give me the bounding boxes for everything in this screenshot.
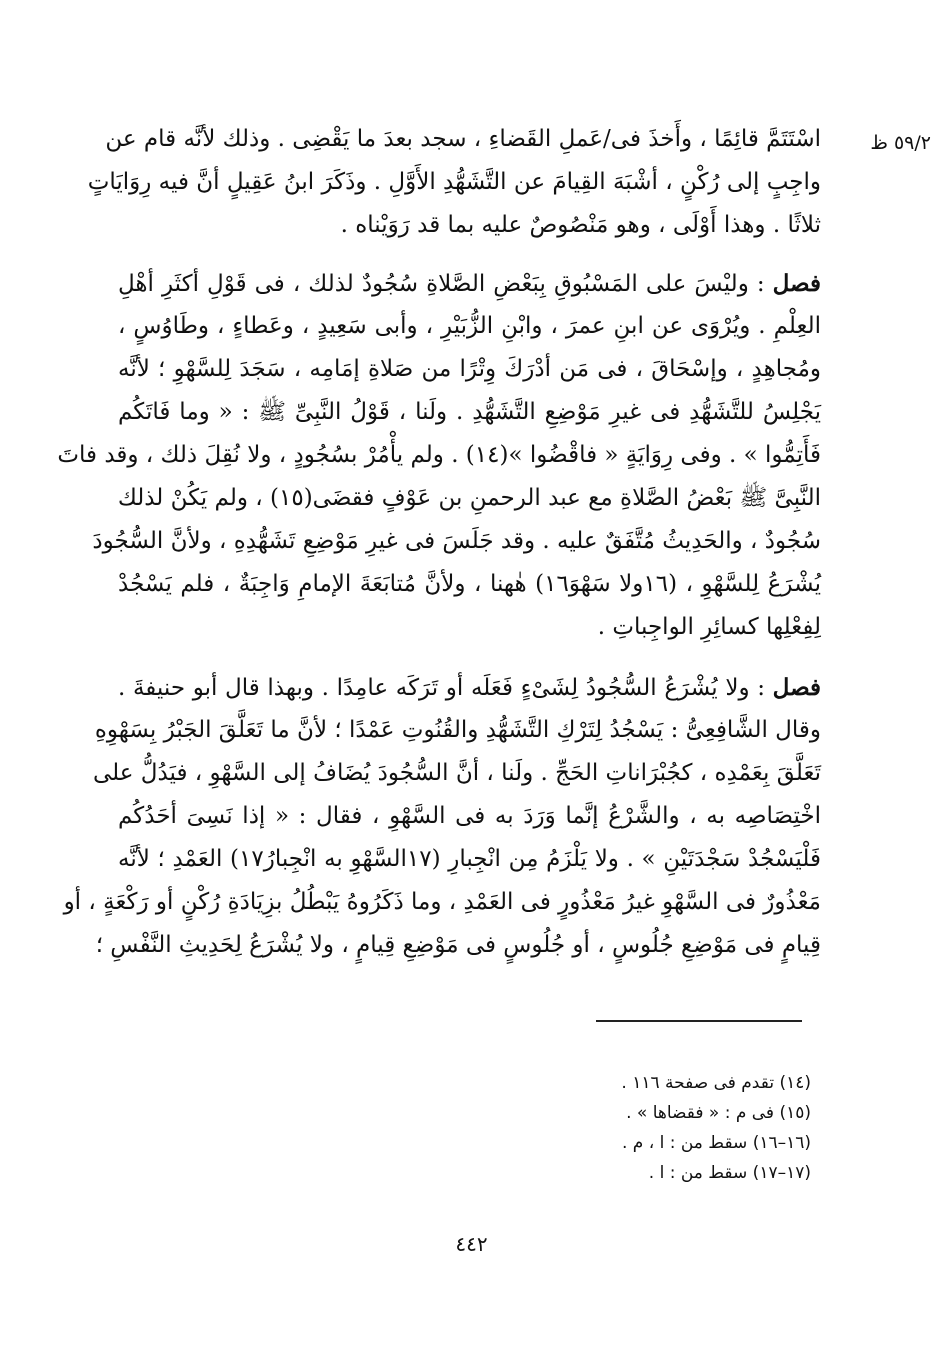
footnote: (١٦–١٦) سقط من : ا ، م .: [621, 1133, 811, 1153]
footnotes: [621, 1068, 811, 1188]
text-line: اخْتِصَاصِه به ، والشَّرْعُ إنَّما وَرَدَ به فى السَّهْوِ ، فقال : « إذا نَسِىَ أحَدُكُم: [118, 803, 821, 829]
text-line: قِيامٍ فى مَوْضِعِ جُلُوسٍ ، أو جُلُوسٍ فى مَوْضِعِ قِيامٍ ، ولا يُشْرَعُ لِحَدِيثِ النَّفْسِ ؛: [95, 932, 821, 958]
text-line: مَعْذُورٌ فى السَّهْوِ غيرُ مَعْذُورٍ فى العَمْدِ ، وما ذَكَرُوهُ يَبْطُلُ بزِيَادَةِ رُكْنٍ أو رَكْعَةٍ ، أو: [63, 889, 821, 915]
text-line: واجِبٍ إلى رُكْنٍ ، أشْبَهَ القِيامَ عن التَّشَهُّدِ الأَوَّلِ . وذَكَرَ ابنُ عَقِيلٍ أنَّ فيه رِوَايَاتٍ: [87, 169, 821, 195]
text-line: يَجْلِسُ للتَّشَهُّدِ فى غيرِ مَوْضِعِ التَّشَهُّدِ . ولَنا ، قَوْلُ النَّبِىِّ ﷺ : « وما فَاتَكُم: [118, 399, 821, 425]
text-line: ثلاثًا . وهذا أَوْلَى ، وهو مَنْصُوصٌ عليه بما قد رَوَيْناه .: [340, 212, 821, 238]
page-number: ٤٤٢: [455, 1232, 488, 1256]
paragraph-3: [63, 666, 822, 967]
text-line: يُشْرَعُ لِلسَّهْوِ ، (١٦ولا سَهْوَ١٦) هٰهنا ، ولأنَّ مُتابَعَةَ الإمامِ وَاجِبَةٌ ، فلم يَسْجُدْ: [118, 571, 821, 597]
footnote: (١٤) تقدم فى صفحة ١١٦ .: [621, 1073, 811, 1093]
margin-reference: ٥٩/٢ ظ: [870, 132, 931, 154]
text-line: وقال الشَّافِعِىُّ : يَسْجُدُ لِتَرْكِ التَّشَهُّدِ والقُنُوتِ عَمْدًا ؛ لأنَّ ما تَعَلَّقَ الجَبْرُ بِسَهْوِهِ: [94, 717, 821, 743]
text-line: لِفِعْلِها كسائِرِ الواجِباتِ .: [597, 614, 821, 640]
text-line: [118, 666, 821, 709]
text-span: : ولا يُشْرَعُ السُّجُودُ لِشَىْءٍ فَعَلَه أو تَرَكَه عامِدًا . وبهذا قال أبو حنيفةَ .: [118, 675, 765, 701]
paragraph-2: [57, 262, 821, 649]
text-line: العِلْمِ . ويُرْوَى عن ابنِ عمرَ ، وابْنِ الزُّبَيْرِ ، وأبى سَعِيدٍ ، وعَطاءٍ ، وطَاوُسٍ ،: [118, 313, 821, 339]
text-line: فَأَتِمُّوا » . وفى رِوَايَةٍ « فاقْضُوا »(١٤) . ولم يأْمُرْ بسُجُودٍ ، ولا نُقِلَ ذلك ، وقد فاتَ: [57, 442, 821, 468]
footnote-separator: [596, 1020, 802, 1022]
footnote: (١٥) فى م : « فقضاها » .: [626, 1103, 811, 1123]
text-line: سُجُودٌ ، والحَدِيثُ مُتَّفَقٌ عليه . وقد جَلَسَ فى غيرِ مَوْضِعِ تَشَهُّدِهِ ، ولأنَّ السُّجُودَ: [92, 528, 821, 554]
text-line: تَعَلَّقَ بِعَمْدِه ، كجُبْرَاناتِ الحَجِّ . ولَنا ، أنَّ السُّجُودَ يُضَافُ إلى السَّهْوِ ، فيَدُلُّ على: [92, 760, 821, 786]
footnote: (١٧–١٧) سقط من : ا .: [648, 1163, 811, 1183]
text-line: [118, 262, 821, 305]
text-line: النَّبِىَّ ﷺ بَعْضُ الصَّلاةِ مع عبد الرحمنِ بن عَوْفٍ فقضَى(١٥) ، ولم يَكُنْ لذلك: [117, 485, 821, 511]
text-line: اسْتَتَمَّ قائِمًا ، وأَخذَ فى/عَملِ القَضاءِ ، سجد بعدَ ما يَقْضِى . وذلك لأنَّه قام عن: [105, 126, 821, 152]
section-heading: فصل: [772, 674, 822, 701]
text-span: : وليْسَ على المَسْبُوقِ بِبَعْضِ الصَّلاةِ سُجُودٌ لذلك ، فى قَوْلِ أكثَرِ أهْلِ: [118, 271, 765, 297]
text-line: فَلْيَسْجُدْ سَجْدَتَيْنِ » . ولا يَلْزَمُ مِن انْجِبارِ (١٧السَّهْوِ به انْجِبارُ١٧) العَمْدِ ؛ لأنَّه: [118, 846, 821, 872]
section-heading: فصل: [772, 270, 821, 297]
text-line: ومُجاهِدٍ ، وإسْحَاقَ ، فى مَن أدْرَكَ وِتْرًا من صَلاةِ إمَامِه ، سَجَدَ لِلسَّهْوِ ؛ لأنَّه: [118, 356, 821, 382]
paragraph-1: [87, 118, 821, 247]
